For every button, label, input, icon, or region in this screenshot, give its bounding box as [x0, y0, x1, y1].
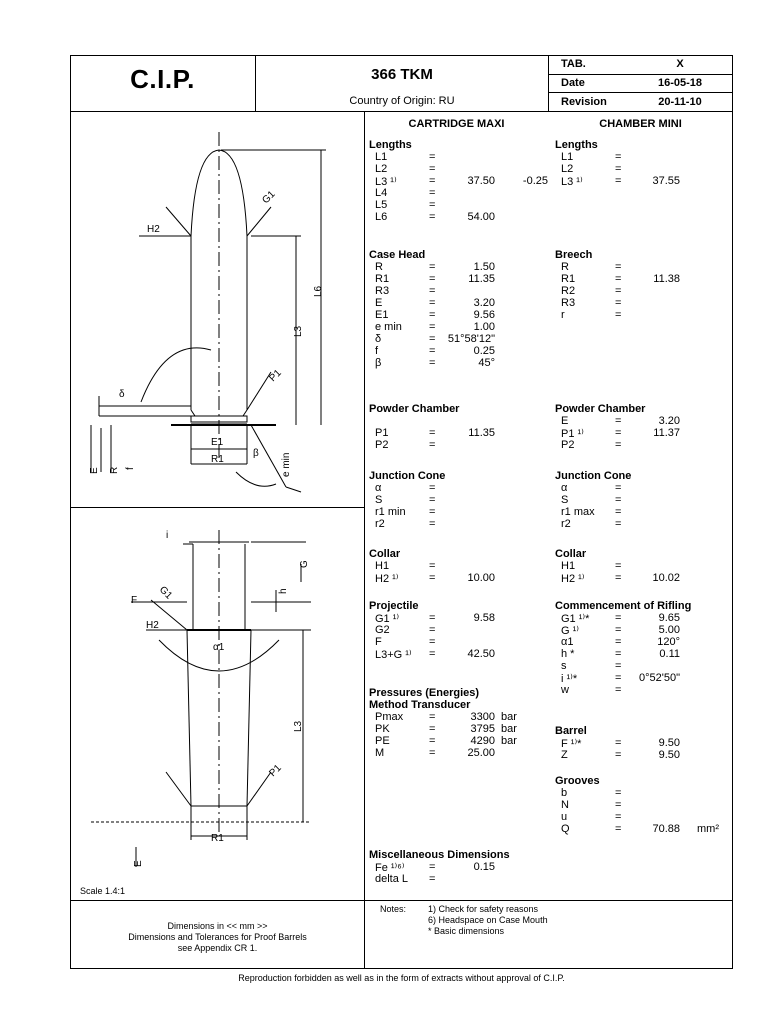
chamber-breech-row-name: R1 [561, 273, 576, 285]
reproduction-notice: Reproduction forbidden as well as in the form of extracts without approval of C.I.P. [238, 973, 565, 983]
chamber-rifling-row-value: 0°52'50" [639, 672, 680, 684]
cartridge-junction-row-eq: = [429, 482, 436, 494]
label-h2-bottom: H2 [146, 620, 159, 631]
chamber-rifling-row-eq: = [615, 612, 622, 624]
cartridge-casehead-row-value: 51°58'12" [447, 333, 495, 345]
cartridge-casehead-row-eq: = [429, 261, 436, 273]
revision-value: 20-11-10 [658, 96, 702, 108]
header-row2 [548, 92, 733, 93]
cartridge-pressures-row-unit: bar [501, 735, 517, 747]
chamber-junction-row-name: α [561, 482, 568, 494]
cartridge-pressures-row-value: 25.00 [467, 747, 495, 759]
chamber-grooves-row-eq: = [615, 811, 622, 823]
chamber-rifling-row-eq: = [615, 648, 622, 660]
label-p1-bottom: P1 [267, 762, 284, 780]
date-value: 16-05-18 [657, 77, 703, 89]
chamber-junction-row-eq: = [615, 506, 622, 518]
cartridge-casehead-row-eq: = [429, 309, 436, 321]
tab-value: X [676, 58, 684, 70]
label-e-bottom: E [133, 860, 144, 867]
chamber-junction-row-eq: = [615, 482, 622, 494]
chamber-powder-row-eq: = [615, 439, 622, 451]
cartridge-casehead-row-eq: = [429, 297, 436, 309]
cartridge-lengths-row-eq: = [429, 199, 436, 211]
chamber-barrel-row-eq: = [615, 749, 622, 761]
chamber-rifling-row-eq: = [615, 624, 622, 636]
chamber-grooves-row-eq: = [615, 787, 622, 799]
chamber-lengths-row-eq: = [615, 163, 622, 175]
cartridge-pressures-row-value: 3300 [470, 711, 495, 723]
chamber-breech-title: Breech [555, 249, 593, 261]
label-i: i [166, 530, 169, 541]
cartridge-lengths-row-eq: = [429, 151, 436, 163]
chamber-collar-row-name: H2 ¹⁾ [561, 573, 585, 585]
cartridge-casehead-row-name: β [375, 357, 382, 369]
chamber-rifling-row-eq: = [615, 672, 622, 684]
cartridge-junction-row-name: r1 min [375, 506, 406, 518]
label-emin: e min [281, 452, 292, 477]
cartridge-lengths-row-eq: = [429, 175, 436, 187]
chamber-junction-row-name: r1 max [561, 506, 595, 518]
chamber-grooves-row-eq: = [615, 823, 622, 835]
cartridge-pressures-subtitle: Method Transducer [369, 699, 471, 711]
chamber-breech-row-value: 11.38 [653, 273, 680, 285]
cartridge-lengths-row-name: L5 [375, 199, 388, 211]
cartridge-projectile-row-name: F [375, 636, 382, 648]
chamber-breech-row-eq: = [615, 273, 622, 285]
cartridge-junction-row-eq: = [429, 494, 436, 506]
chamber-junction-row-name: r2 [561, 518, 571, 530]
dimensions-proof: Dimensions and Tolerances for Proof Barrels [128, 932, 307, 942]
cartridge-misc-row-eq: = [429, 873, 436, 885]
cartridge-projectile-row-eq: = [429, 636, 436, 648]
cartridge-lengths-row-eq: = [429, 163, 436, 175]
chamber-rifling-row-eq: = [615, 660, 622, 672]
cartridge-casehead-row-name: f [375, 345, 379, 357]
cartridge-projectile-row-value: 42.50 [467, 648, 495, 660]
header-box-divider [548, 55, 549, 111]
cartridge-pressures-row-unit: bar [501, 711, 517, 723]
cartridge-casehead-row-value: 9.56 [473, 309, 495, 321]
chamber-grooves-row-name: N [561, 799, 569, 811]
technical-drawing [71, 112, 364, 900]
chamber-barrel-row-value: 9.50 [658, 737, 680, 749]
chamber-collar-row-value: 10.02 [652, 572, 680, 584]
cartridge-powder-row-eq: = [429, 439, 436, 451]
cartridge-casehead-row-value: 1.00 [473, 321, 495, 333]
cartridge-pressures-row-eq: = [429, 747, 436, 759]
cartridge-pressures-row-name: M [375, 747, 385, 759]
cartridge-lengths-row-name: L6 [375, 211, 388, 223]
footer-divider [70, 900, 733, 901]
chamber-powder-row-name: P2 [561, 439, 575, 451]
cartridge-pressures-row-eq: = [429, 735, 436, 747]
label-r: R [109, 466, 120, 474]
chamber-powder-row-name: E [561, 415, 569, 427]
chamber-lengths-title: Lengths [555, 139, 598, 151]
cartridge-casehead-row-name: e min [375, 321, 402, 333]
cartridge-casehead-row-name: δ [375, 333, 382, 345]
header-row1 [548, 74, 733, 75]
label-h: h [278, 588, 289, 594]
cartridge-collar-title: Collar [369, 548, 401, 560]
label-g: G [299, 560, 310, 568]
chamber-lengths-row-eq: = [615, 175, 622, 187]
chamber-barrel-title: Barrel [555, 725, 587, 737]
label-g1-bottom: G1 [156, 584, 175, 602]
chamber-breech-row-eq: = [615, 297, 622, 309]
chamber-grooves-row-eq: = [615, 799, 622, 811]
cartridge-lengths-row-value: 37.50 [467, 175, 495, 187]
chamber-junction-title: Junction Cone [555, 470, 632, 482]
chamber-junction-row-eq: = [615, 518, 622, 530]
chamber-rifling-row-value: 9.65 [658, 612, 680, 624]
chamber-breech-row-eq: = [615, 261, 622, 273]
cartridge-powder-row-name: P1 [375, 427, 389, 439]
chamber-powder-row-eq: = [615, 427, 622, 439]
cartridge-projectile-row-value: 9.58 [473, 612, 495, 624]
chamber-grooves-row-name: u [561, 811, 568, 823]
cartridge-lengths-row-value: 54.00 [467, 211, 495, 223]
note-6: 6) Headspace on Case Mouth [428, 915, 548, 925]
chamber-junction-row-name: S [561, 494, 569, 506]
cartridge-projectile-row-eq: = [429, 612, 436, 624]
label-r1-bottom: R1 [211, 833, 224, 844]
cartridge-casehead-row-eq: = [429, 345, 436, 357]
cartridge-casehead-row-name: E1 [375, 309, 389, 321]
cartridge-collar-row-eq: = [429, 572, 436, 584]
cartridge-lengths-row-name: L2 [375, 163, 388, 175]
chamber-collar-row-eq: = [615, 560, 622, 572]
chamber-rifling-row-eq: = [615, 636, 622, 648]
chamber-breech-row-name: r [561, 309, 565, 321]
chamber-rifling-row-eq: = [615, 684, 622, 696]
cartridge-junction-row-eq: = [429, 506, 436, 518]
chamber-rifling-title: Commencement of Rifling [555, 600, 692, 612]
chamber-rifling-row-name: G ¹⁾ [561, 625, 579, 637]
cartridge-projectile-row-eq: = [429, 648, 436, 660]
chamber-column-title: CHAMBER MINI [599, 118, 682, 130]
label-alpha1: α1 [213, 642, 225, 653]
chamber-rifling-row-name: h * [561, 648, 575, 660]
cartridge-casehead-row-value: 45° [478, 357, 495, 369]
date-label: Date [561, 77, 585, 89]
cartridge-casehead-row-value: 0.25 [473, 345, 495, 357]
page-title: 366 TKM [371, 66, 433, 83]
chamber-collar-title: Collar [555, 548, 587, 560]
cartridge-collar-row-name: H2 ¹⁾ [375, 573, 399, 585]
label-h2: H2 [147, 224, 160, 235]
cartridge-lengths-row-name: L3 ¹⁾ [375, 176, 397, 188]
cartridge-collar-row-eq: = [429, 560, 436, 572]
chamber-powder-row-name: P1 ¹⁾ [561, 428, 584, 440]
cartridge-pressures-row-name: PK [375, 723, 390, 735]
chamber-barrel-row-eq: = [615, 737, 622, 749]
label-beta: β [253, 448, 259, 459]
cartridge-junction-title: Junction Cone [369, 470, 446, 482]
cartridge-lengths-title: Lengths [369, 139, 412, 151]
dimensions-appendix: see Appendix CR 1. [177, 943, 258, 953]
cartridge-pressures-row-eq: = [429, 723, 436, 735]
label-f-bottom: F [131, 595, 138, 606]
chamber-rifling-row-value: 120° [657, 636, 680, 648]
chamber-powder-title: Powder Chamber [555, 403, 646, 415]
cartridge-pressures-row-eq: = [429, 711, 436, 723]
cartridge-casehead-row-eq: = [429, 321, 436, 333]
label-l6: L6 [313, 285, 324, 297]
cartridge-lengths-row-name: L1 [375, 151, 388, 163]
label-p1-top: P1 [267, 367, 284, 385]
frame-bottom [70, 968, 733, 969]
chamber-collar-row-eq: = [615, 572, 622, 584]
cartridge-powder-title: Powder Chamber [369, 403, 460, 415]
country-origin: Country of Origin: RU [349, 95, 455, 107]
chamber-breech-row-eq: = [615, 285, 622, 297]
chamber-breech-row-eq: = [615, 309, 622, 321]
cartridge-misc-row-value: 0.15 [473, 861, 495, 873]
cartridge-powder-row-eq: = [429, 427, 436, 439]
chamber-grooves-row-name: b [561, 787, 568, 799]
label-e1: E1 [211, 437, 224, 448]
chamber-breech-row-name: R2 [561, 285, 576, 297]
chamber-grooves-title: Grooves [555, 775, 600, 787]
cartridge-collar-row-name: H1 [375, 560, 390, 572]
cartridge-column-title: CARTRIDGE MAXI [408, 118, 505, 130]
cartridge-powder-row-name: P2 [375, 439, 389, 451]
chamber-breech-row-name: R3 [561, 297, 576, 309]
cartridge-casehead-title: Case Head [369, 249, 426, 261]
cartridge-collar-row-value: 10.00 [467, 572, 495, 584]
chamber-rifling-row-value: 5.00 [658, 624, 680, 636]
label-r1-top: R1 [211, 454, 224, 465]
chamber-grooves-row-value: 70.88 [652, 823, 680, 835]
chamber-rifling-row-name: i ¹⁾* [561, 673, 578, 685]
cartridge-misc-row-name: delta L [375, 873, 409, 885]
chamber-rifling-row-value: 0.11 [659, 648, 680, 660]
cartridge-junction-row-name: S [375, 494, 383, 506]
cartridge-pressures-row-name: Pmax [375, 711, 404, 723]
cartridge-casehead-row-value: 3.20 [473, 297, 495, 309]
revision-label: Revision [561, 96, 607, 108]
chamber-rifling-row-name: w [561, 684, 569, 696]
drawing-divider [364, 111, 365, 968]
label-f: f [125, 467, 136, 470]
chamber-lengths-row-value: 37.55 [652, 175, 680, 187]
chamber-powder-row-eq: = [615, 415, 622, 427]
cartridge-pressures-title: Pressures (Energies) [369, 687, 480, 699]
frame-right [732, 55, 733, 968]
chamber-rifling-row-name: G1 ¹⁾* [561, 613, 590, 625]
chamber-powder-row-value: 11.37 [653, 427, 680, 439]
cartridge-lengths-row-eq: = [429, 187, 436, 199]
scale-label: Scale 1.4:1 [80, 886, 126, 896]
cartridge-casehead-row-name: R [375, 261, 383, 273]
label-l3-bottom: L3 [293, 720, 304, 732]
label-l3-top: L3 [293, 325, 304, 337]
cartridge-junction-row-eq: = [429, 518, 436, 530]
cartridge-projectile-title: Projectile [369, 600, 419, 612]
notes-label: Notes: [380, 904, 407, 914]
chamber-lengths-row-eq: = [615, 151, 622, 163]
label-g1: G1 [260, 188, 278, 207]
label-e: E [89, 467, 100, 474]
chamber-barrel-row-name: F ¹⁾* [561, 738, 582, 750]
cartridge-projectile-row-eq: = [429, 624, 436, 636]
cartridge-casehead-row-name: R1 [375, 273, 390, 285]
cartridge-misc-row-name: Fe ¹⁾⁶⁾ [375, 862, 405, 874]
chamber-powder-row-value: 3.20 [658, 415, 680, 427]
chamber-lengths-row-name: L3 ¹⁾ [561, 176, 583, 188]
cartridge-lengths-row-tolerance: -0.25 [522, 175, 548, 187]
cartridge-casehead-row-eq: = [429, 357, 436, 369]
cartridge-casehead-row-eq: = [429, 273, 436, 285]
cartridge-casehead-row-eq: = [429, 285, 436, 297]
cartridge-pressures-row-value: 3795 [470, 723, 495, 735]
cartridge-casehead-row-eq: = [429, 333, 436, 345]
cartridge-pressures-row-name: PE [375, 735, 390, 747]
chamber-rifling-row-name: s [561, 660, 567, 672]
chamber-collar-row-name: H1 [561, 560, 576, 572]
cip-logo: C.I.P. [130, 64, 195, 94]
chamber-barrel-row-value: 9.50 [658, 749, 680, 761]
cartridge-projectile-row-name: G2 [375, 624, 390, 636]
cartridge-junction-row-name: r2 [375, 518, 385, 530]
cartridge-misc-title: Miscellaneous Dimensions [369, 849, 510, 861]
cartridge-casehead-row-name: E [375, 297, 383, 309]
note-basic: * Basic dimensions [428, 926, 505, 936]
dimensions-unit: Dimensions in << mm >> [167, 921, 268, 931]
cartridge-powder-row-value: 11.35 [468, 427, 495, 439]
chamber-junction-row-eq: = [615, 494, 622, 506]
label-delta: δ [119, 389, 125, 400]
cartridge-casehead-row-value: 11.35 [468, 273, 495, 285]
cartridge-junction-row-name: α [375, 482, 382, 494]
cartridge-projectile-row-name: G1 ¹⁾ [375, 613, 400, 625]
cartridge-lengths-row-eq: = [429, 211, 436, 223]
chamber-rifling-row-name: α1 [561, 636, 574, 648]
chamber-grooves-row-name: Q [561, 823, 570, 835]
chamber-lengths-row-name: L2 [561, 163, 574, 175]
cartridge-casehead-row-name: R3 [375, 285, 390, 297]
cartridge-projectile-row-name: L3+G ¹⁾ [375, 649, 412, 661]
chamber-barrel-row-name: Z [561, 749, 568, 761]
chamber-breech-row-name: R [561, 261, 569, 273]
frame-top [70, 55, 733, 56]
cartridge-pressures-row-unit: bar [501, 723, 517, 735]
chamber-lengths-row-name: L1 [561, 151, 574, 163]
cartridge-lengths-row-name: L4 [375, 187, 388, 199]
chamber-grooves-row-unit: mm² [697, 823, 719, 835]
note-1: 1) Check for safety reasons [428, 904, 539, 914]
cartridge-misc-row-eq: = [429, 861, 436, 873]
cartridge-pressures-row-value: 4290 [470, 735, 495, 747]
tab-label: TAB. [561, 58, 586, 70]
cartridge-casehead-row-value: 1.50 [473, 261, 495, 273]
